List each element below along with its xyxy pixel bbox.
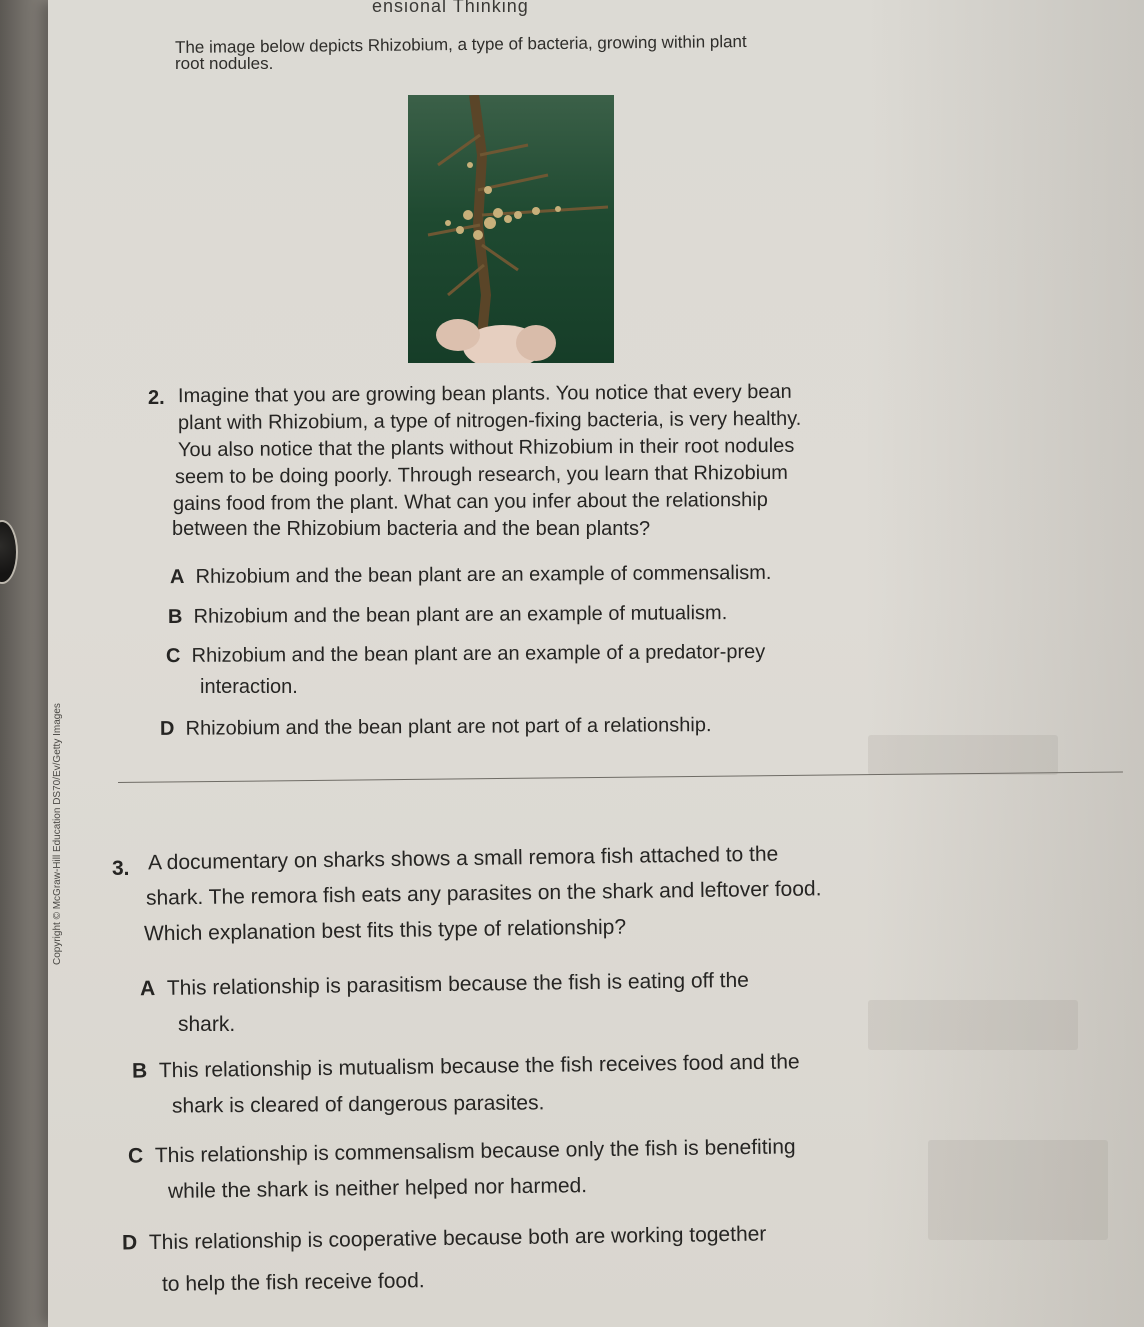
question-2-line: between the Rhizobium bacteria and the bean plants? [172,518,651,540]
intro-line-2: root nodules. [175,54,274,73]
question-3-line: A documentary on sharks shows a small remora fish attached to the [147,842,779,875]
q2-option-c-continuation: interaction. [200,676,298,698]
option-text: Rhizobium and the bean plant are not part of a relationship. [185,714,712,740]
option-text: Rhizobium and the bean plant are an example of a predator-prey [191,640,766,667]
question-2-line: plant with Rhizobium, a type of nitrogen-fixing bacteria, is very healthy. [177,407,802,435]
option-text: This relationship is mutualism because the fish receives food and the [158,1050,800,1083]
option-letter: A [169,565,185,589]
root-nodules-photo [408,95,614,363]
option-letter: B [167,605,183,628]
option-letter: C [127,1144,144,1168]
option-letter: C [165,644,181,668]
q3-option-d-continuation: to help the fish receive food. [161,1269,425,1296]
question-2-line: seem to be doing poorly. Through research, you learn that Rhizobium [174,461,789,489]
q3-option-a-continuation: shark. [178,1013,236,1036]
option-text: This relationship is parasitism because the fish is eating off the [166,968,750,1000]
intro-line-1: The image below depicts Rhizobium, a type of bacteria, growing within plant [174,32,747,57]
option-letter: D [159,717,175,740]
question-2-number: 2. [148,387,165,409]
option-text: This relationship is commensalism because only the fish is benefiting [154,1135,796,1168]
option-text: Rhizobium and the bean plant are an example of commensalism. [195,561,772,588]
q2-option-c[interactable] [166,639,765,670]
question-2-line: You also notice that the plants without Rhizobium in their root nodules [177,434,795,462]
option-letter: B [131,1059,148,1083]
q2-option-b[interactable] [168,600,727,631]
q2-option-a[interactable] [170,560,772,591]
q2-option-d[interactable] [160,712,712,743]
question-3-line: shark. The remora fish eats any parasites on the shark and leftover food. [145,877,822,910]
option-text: Rhizobium and the bean plant are an example of mutualism. [193,602,728,628]
question-3-number: 3. [112,857,130,880]
copyright-notice: Copyright © McGraw-Hill Education DS70/Ev/Getty Images [52,703,63,965]
section-header: ensional Thinking [372,0,529,16]
question-2-line: gains food from the plant. What can you infer about the relationship [172,488,768,516]
question-2-line: Imagine that you are growing bean plants. You notice that every bean [177,380,792,408]
root-nodules-illustration [408,95,614,363]
option-letter: D [121,1231,138,1255]
option-letter: A [139,977,156,1001]
q3-option-c-continuation: while the shark is neither helped nor harmed. [167,1174,588,1203]
option-text: This relationship is cooperative because both are working together [148,1222,767,1255]
q3-option-b-continuation: shark is cleared of dangerous parasites. [171,1091,545,1118]
question-3-line: Which explanation best fits this type of relationship? [143,915,627,946]
